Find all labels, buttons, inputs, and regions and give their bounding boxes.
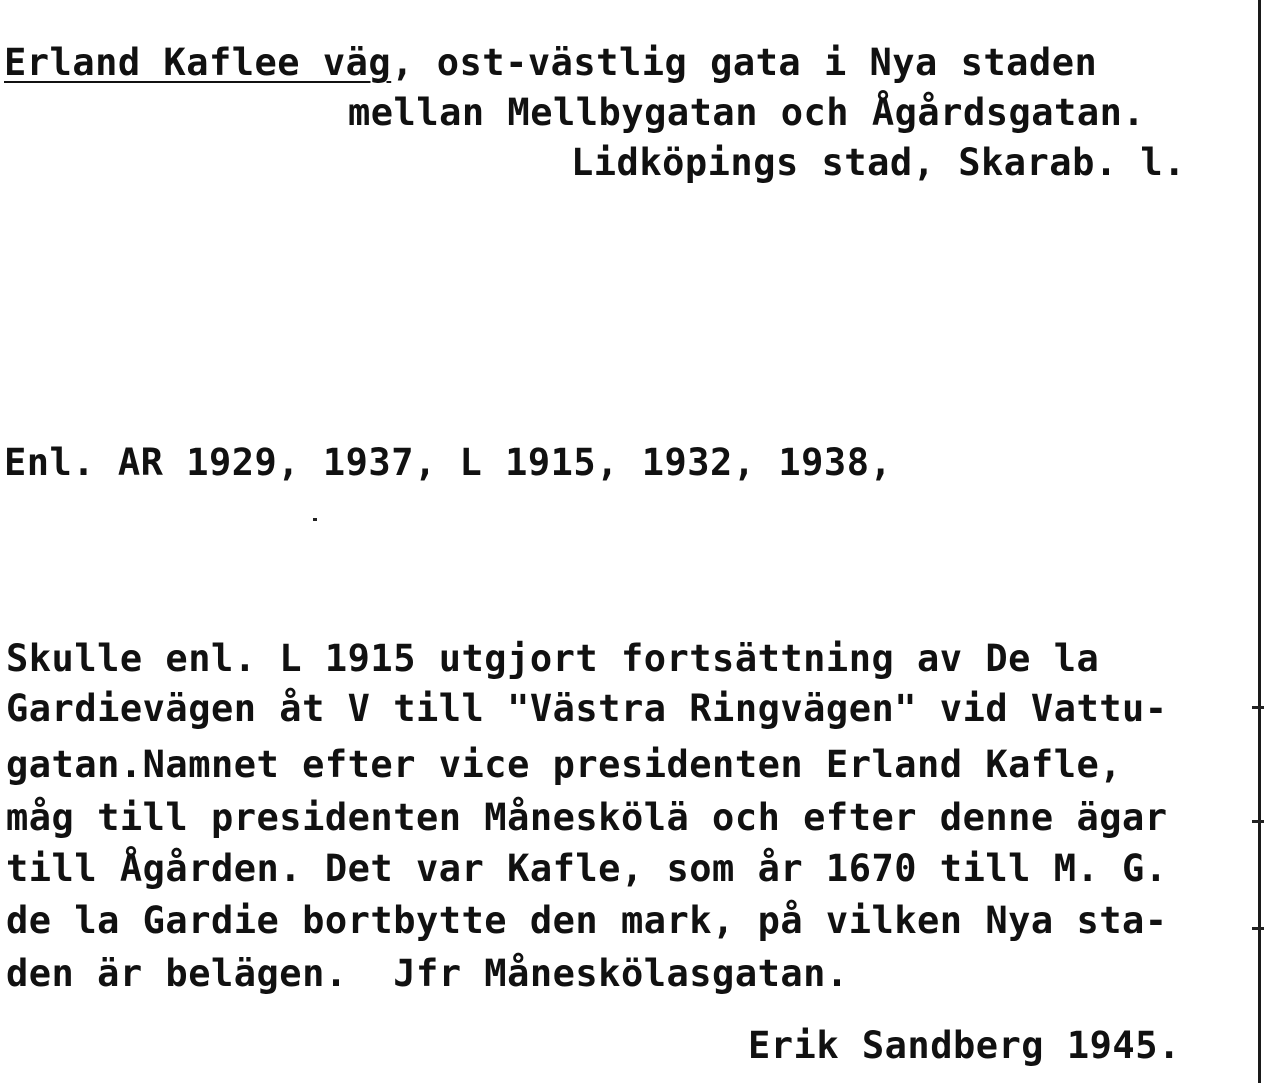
heading-line-1 — [4, 41, 1098, 84]
street-description: , ost-västlig gata i Nya staden — [391, 41, 1098, 84]
signature: Erik Sandberg 1945. — [748, 1024, 1181, 1067]
body-line-7: den är belägen. Jfr Måneskölasgatan. — [6, 952, 849, 995]
body-line-1: Skulle enl. L 1915 utgjort fortsättning av De la — [6, 637, 1100, 680]
margin-tick — [1252, 820, 1264, 823]
body-line-2: Gardievägen åt V till "Västra Ringvägen" vid Vattu- — [6, 687, 1168, 730]
margin-tick — [1252, 927, 1264, 930]
street-name: Erland Kaflee väg — [4, 41, 392, 84]
card-right-edge — [1258, 0, 1261, 1083]
sources-line: Enl. AR 1929, 1937, L 1915, 1932, 1938, — [4, 441, 893, 484]
margin-tick — [1252, 706, 1264, 709]
body-line-6: de la Gardie bortbytte den mark, på vilken Nya sta- — [6, 899, 1168, 942]
body-line-5: till Ågården. Det var Kafle, som år 1670 till M. G. — [6, 847, 1168, 890]
body-line-3: gatan.Namnet efter vice presidenten Erland Kafle, — [6, 743, 1123, 786]
heading-line-2: mellan Mellbygatan och Ågårdsgatan. — [348, 91, 1146, 134]
body-line-4: måg till presidenten Måneskölä och efter denne ägar — [6, 796, 1168, 839]
heading-line-3: Lidköpings stad, Skarab. l. — [571, 141, 1186, 184]
scan-speck — [313, 518, 317, 521]
